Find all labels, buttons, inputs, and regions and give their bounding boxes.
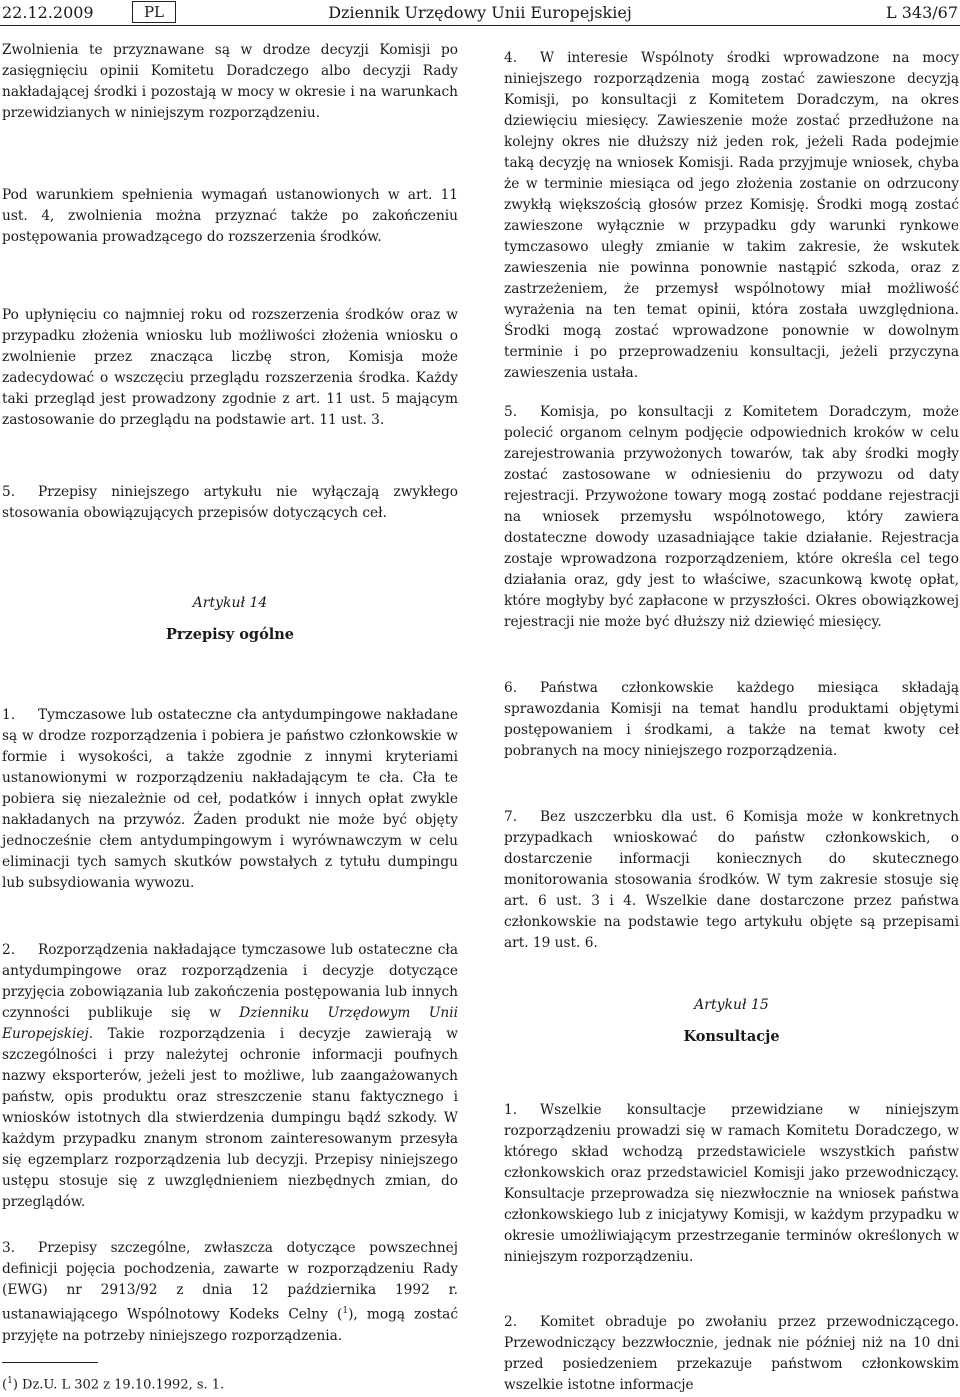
paragraph-text: Bez uszczerbku dla ust. 6 Komisja może w konkretnych przypadkach wnioskować do państw członkowskich, o dostarczenie informacji koniecznych do skutecznego monitorowania stosowania środków. W tym zakresie stosuje się art. 6 ust. 3 i 4. Wszelkie dane dostarczone przez państwa członkowskie na podstawie tego artykułu objęte są przepisami art. 19 ust. 6.: [504, 809, 959, 951]
paragraph-text-cont: . Takie rozporządzenia i decyzje zawierają w szczególności i przy należytej ochronie informacji poufnych nazwy eksporterów, jeżeli jest to możliwe, lub zaangażowanych państw, opis produktu oraz streszczenie stanu faktycznego i wniosków istotnych dla stwierdzenia dumpingu bądź szkody. W każdym przypadku znanym stronom zainteresowanym przesyła się egzemplarz rozporządzenia lub decyzji. Przepisy niniejszego ustępu stosuje się z uwzględnieniem niezbędnych zmian, do przeglądów.: [2, 1026, 458, 1210]
paragraph-review: Po upłynięciu co najmniej roku od rozszerzenia środków oraz w przypadku złożenia wniosku lub możliwości złożenia wniosku o zwolnienie przez znacząca liczbę stron, Komisja może zadecydować o wszczęciu przeglądu rozszerzenia środka. Każdy taki przegląd jest prowadzony zgodnie z art. 11 ust. 5 mającym zastosowanie do przeglądu na podstawie art. 11 ust. 3.: [2, 307, 458, 428]
footnote-reference: 1: [342, 1306, 349, 1316]
paragraph-text: Rozporządzenia nakładające tymczasowe lub ostateczne cła antydumpingowe oraz rozporządzenia i decyzje dotyczące przyjęcia zobowiązania lub zakończenia postępowania lub innych czynności publikuje się w: [2, 942, 458, 1021]
paragraph-text-cont: ), mogą zostać przyjęte na potrzeby niniejszego rozporządzenia.: [2, 1306, 458, 1344]
footnote-mark: 1: [7, 1376, 13, 1386]
paragraph-exemptions: Zwolnienia te przyznawane są w drodze decyzji Komisji po zasięgnięciu opinii Komitetu Doradczego albo decyzji Rady nakładającej środki i pozostają w mocy w okresie i na warunkach przewidzianych w niniejszym rozporządzeniu.: [2, 42, 458, 121]
paragraph-text: W interesie Wspólnoty środki wprowadzone na mocy niniejszego rozporządzenia mogą zostać zawieszone decyzją Komisji, po konsultacji z Komitetem Doradczym, na okres dziewięciu miesięcy. Zawieszenie może zostać przedłużone na kolejny okres nie dłuższy niż jeden rok, jeżeli Rada podejmie taką decyzję na wniosek Komisji. Rada przyjmuje wniosek, chyba że w terminie miesiąca od jego złożenia zostanie on odrzucony zwykłą większością głosów przez Komisję. Środki mogą zostać zawieszone wyłącznie w przypadku gdy warunki rynkowe tymczasowo uległy zmianie w takim zakresie, że wskutek zawieszenia nie powinna ponownie nastąpić szkoda, oraz z zastrzeżeniem, że przemysł wspólnotowy miał możliwość wyrażenia na ten temat opinii, która została uwzględniona. Środki mogą zostać wprowadzone ponownie w dowolnym terminie i po przeprowadzeniu konsultacji, jeżeli przyczyna zawieszenia ustała.: [504, 50, 959, 381]
journal-name-italic: Dzienniku Urzędowym Unii Europejskiej: [2, 1005, 458, 1042]
paragraph-5: [2, 482, 458, 524]
paragraph-exemption-conditions: Pod warunkiem spełnienia wymagań ustanowionych w art. 11 ust. 4, zwolnienia można przyznać także po zakończeniu postępowania prowadzącego do rozszerzenia środków.: [2, 187, 458, 245]
paragraph-number: 4.: [504, 50, 518, 66]
paragraph-number: 1.: [2, 707, 16, 723]
paragraph-text: Komitet obraduje po zwołaniu przez przewodniczącego. Przewodniczący bezzwłocznie, jednak nie później niż na 10 dni przed posiedzeniem przekazuje państwom członkowskim wszelkie istotne informacje: [504, 1314, 959, 1393]
paragraph-6: [504, 678, 959, 762]
paragraph-text: Tymczasowe lub ostateczne cła antydumpingowe nakładane są w drodze rozporządzenia i pobiera je państwo członkowskie w formie i wysokości, a także zgodnie z innymi kryteriami ustanowionymi w rozporządzeniu nakładającym te cła. Cła te pobiera się niezależnie od ceł, podatków i innych opłat zwykle nakładanych na przywóz. Żaden produkt nie może być objęty jednocześnie cłem antydumpingowym i wyrównawczym w celu eliminacji tych samych skutków powstałych z tytułu dumpingu lub subsydiowania wywozu.: [2, 707, 458, 891]
page-header: [0, 0, 960, 24]
paragraph-number: 6.: [504, 680, 518, 696]
language-badge: PL: [132, 1, 176, 23]
paragraph-number: 2.: [2, 942, 16, 958]
paragraph-number: 5.: [504, 404, 518, 420]
footnote: ($^1$) Dz.U. L 302 z 19.10.1992, s. 1.: [2, 1376, 225, 1393]
paragraph-text: Przepisy niniejszego artykułu nie wyłączają zwykłego stosowania obowiązujących przepisów dotyczących ceł.: [2, 484, 458, 521]
article-15-paragraph-1: [504, 1100, 959, 1268]
paragraph-text: Państwa członkowskie każdego miesiąca składają sprawozdania Komisji na temat handlu produktami objętymi postępowaniem i środkami, a także na temat kwoty ceł pobranych na mocy niniejszego rozporządzenia.: [504, 680, 959, 759]
paragraph-7: [504, 807, 959, 954]
paragraph-5-registration: [504, 402, 959, 633]
paragraph-number: 3.: [2, 1240, 16, 1256]
paragraph-number: 2.: [504, 1314, 518, 1330]
page-reference: L 343/67: [886, 3, 958, 22]
article-14-paragraph-3: [2, 1238, 458, 1347]
article-14-paragraph-2: [2, 940, 458, 1213]
article-15-title: Konsultacje: [683, 1028, 780, 1045]
footnote-text: Dz.U. L 302 z 19.10.1992, s. 1.: [22, 1377, 225, 1393]
article-14-paragraph-1: [2, 705, 458, 894]
journal-title: Dziennik Urzędowy Unii Europejskiej: [328, 3, 632, 22]
paragraph-number: 7.: [504, 809, 518, 825]
paragraph-number: 1.: [504, 1102, 518, 1118]
article-14-number: Artykuł 14: [192, 595, 268, 611]
header-date: 22.12.2009: [2, 3, 94, 22]
paragraph-4: [504, 48, 959, 384]
article-15-number: Artykuł 15: [694, 997, 769, 1013]
footnote-rule: [2, 1362, 98, 1363]
paragraph-text: Przepisy szczególne, zwłaszcza dotyczące powszechnej definicji pojęcia pochodzenia, zawarte w rozporządzeniu Rady (EWG) nr 2913/92 z dnia 12 października 1992 r. ustanawiającego Wspólnotowy Kodeks Celny (: [2, 1240, 458, 1323]
paragraph-number: 5.: [2, 484, 16, 500]
paragraph-text: Komisja, po konsultacji z Komitetem Doradczym, może polecić organom celnym podjęcie odpowiednich kroków w celu zarejestrowania przywożonych towarów, tak aby środki mogły zostać zastosowane w odniesieniu do przywozu od daty rejestracji. Przywożone towary mogą zostać poddane rejestracji na wniosek przemysłu wspólnotowego, który zawiera dostateczne dowody uzasadniające takie działanie. Rejestracja zostaje wprowadzona rozporządzeniem, które określa cel tego działania oraz, gdy jest to właściwe, szacunkową kwotę opłat, które mogłyby być zapłacone w przyszłości. Okres obowiązkowej rejestracji nie może być dłuższy niż dziewięć miesięcy.: [504, 404, 959, 630]
paragraph-text: Wszelkie konsultacje przewidziane w niniejszym rozporządzeniu prowadzi się w ramach Komitetu Doradczego, w którego skład wchodzą przedstawiciele wszystkich państw członkowskich oraz przedstawiciel Komisji jako przewodniczący. Konsultacje przeprowadza się niezwłocznie na wniosek państwa członkowskiego lub z inicjatywy Komisji, w każdym przypadku w okresie umożliwiającym przestrzeganie terminów określonych w niniejszym rozporządzeniu.: [504, 1102, 959, 1265]
article-14-title: Przepisy ogólne: [165, 626, 295, 643]
header-rule: [0, 25, 960, 26]
article-15-paragraph-2: [504, 1312, 959, 1396]
